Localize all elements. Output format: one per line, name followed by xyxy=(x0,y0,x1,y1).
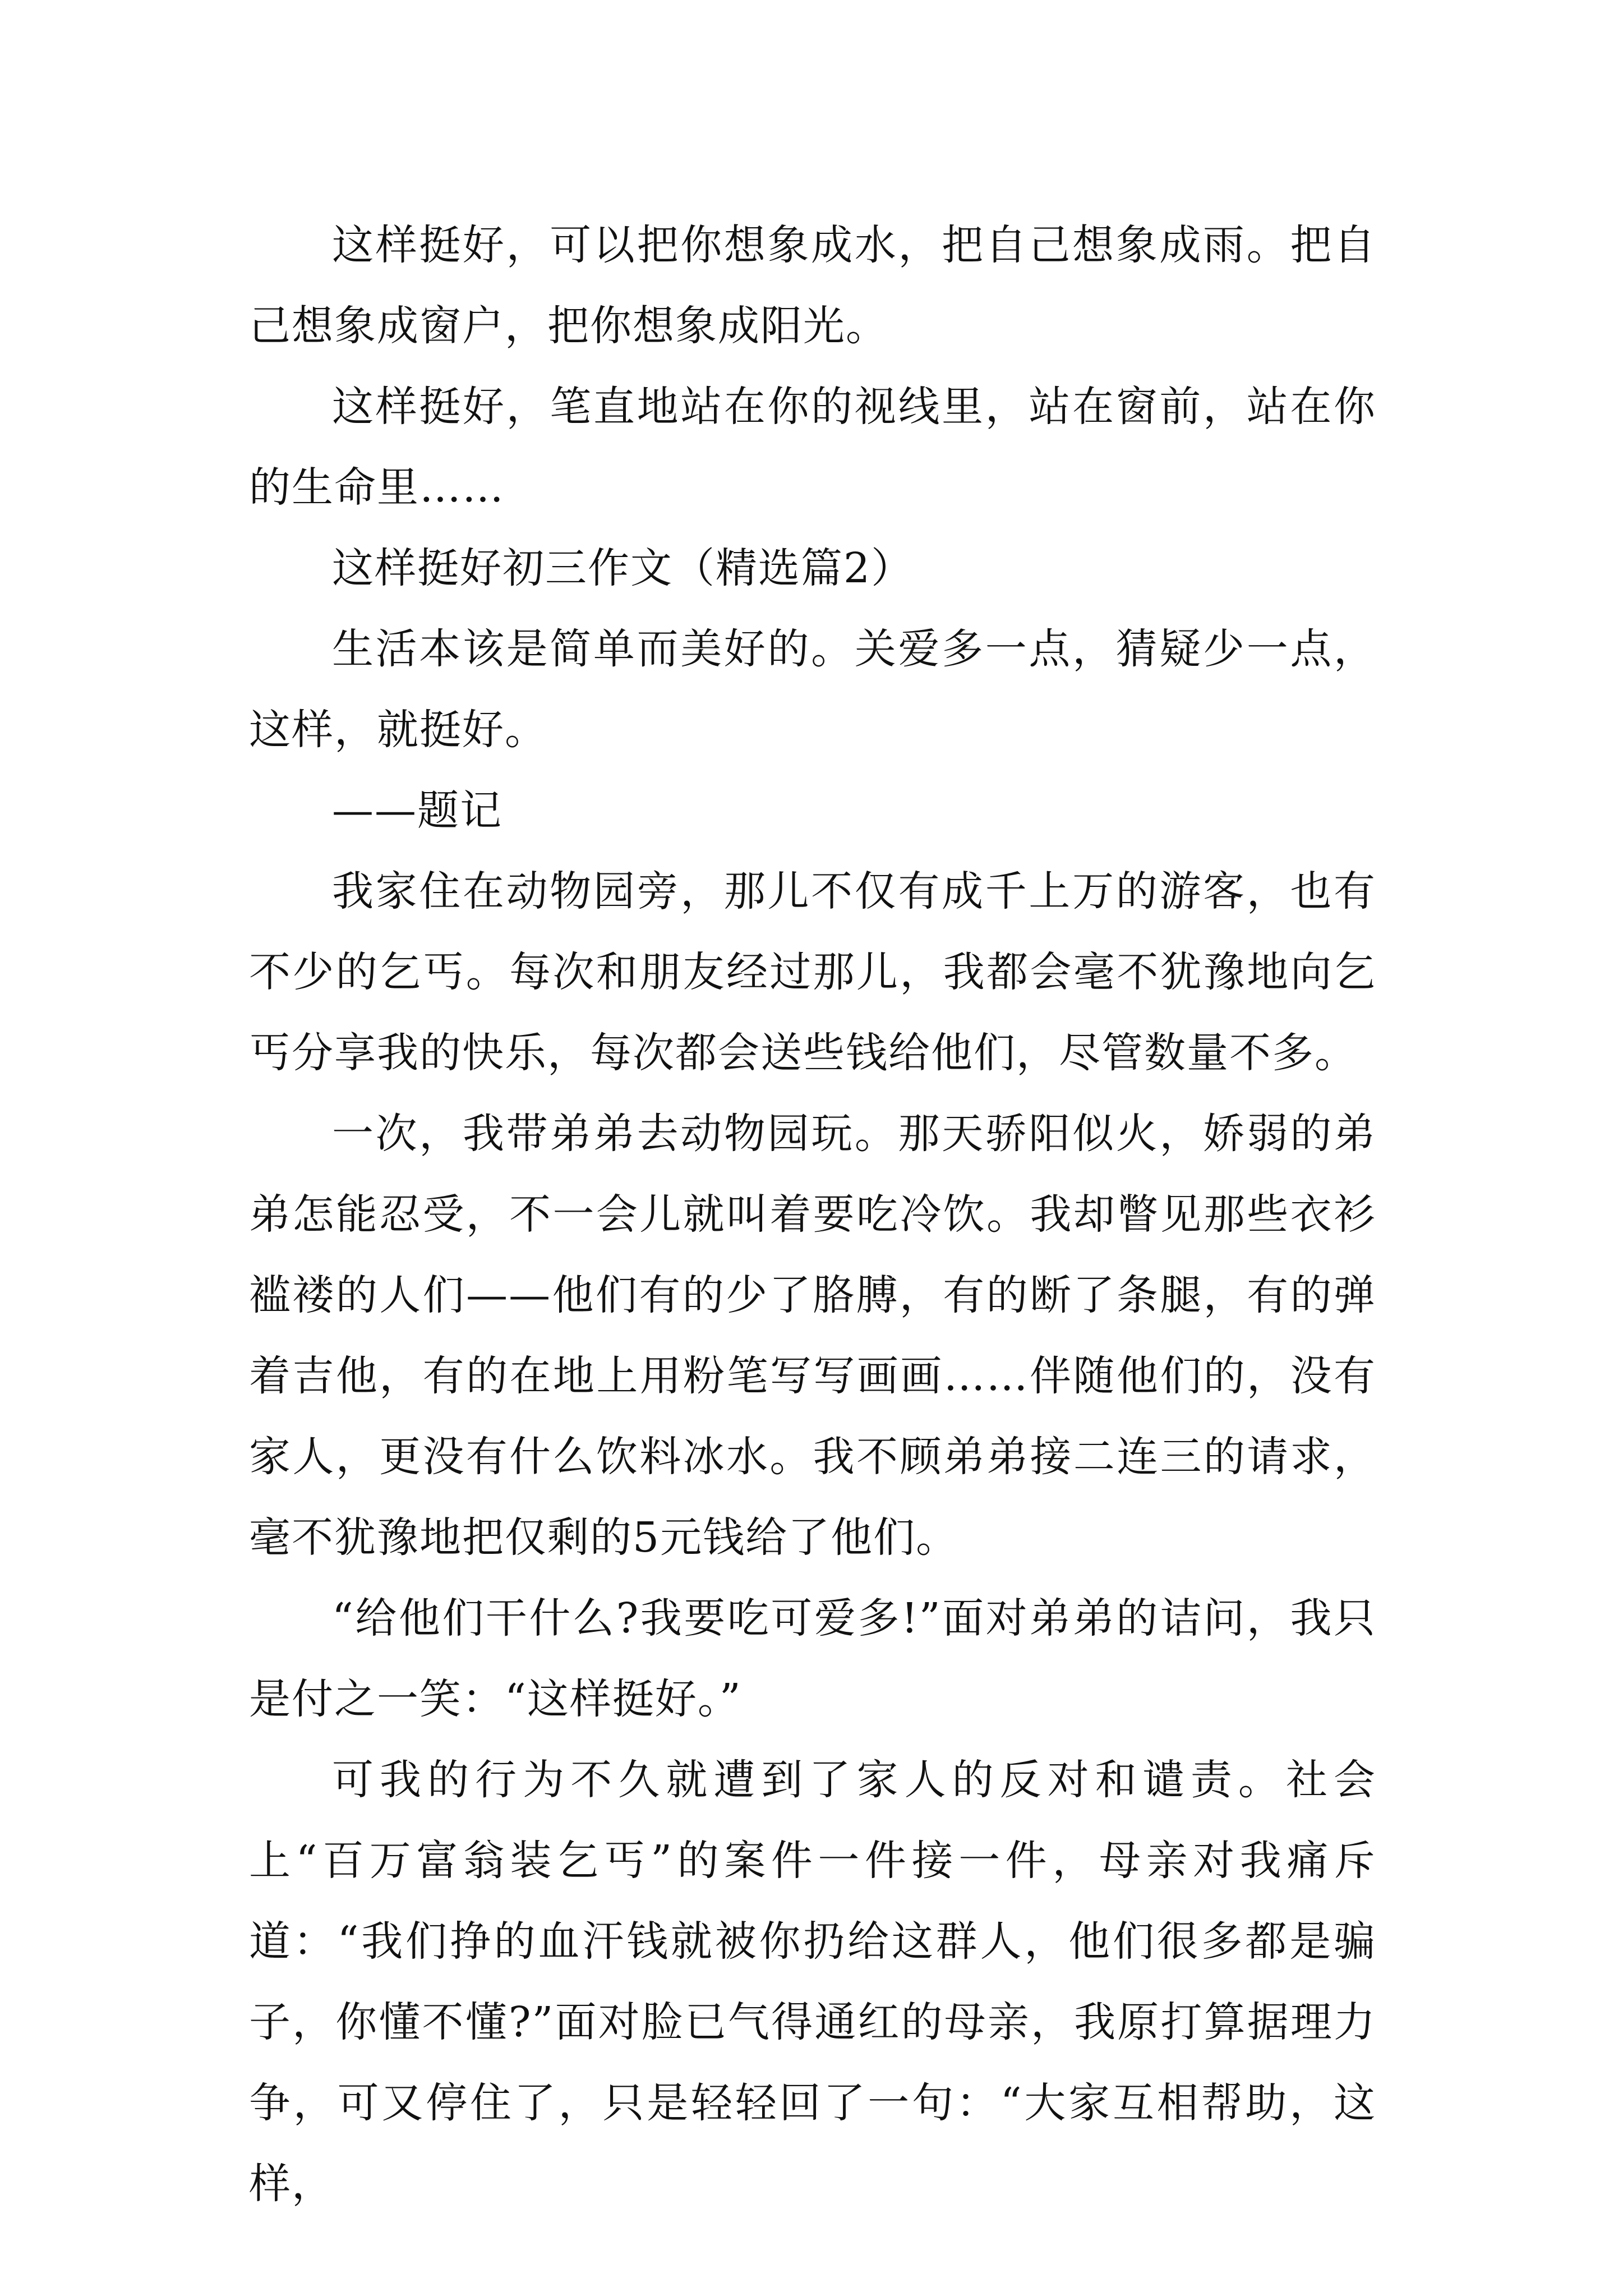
paragraph-3: 我家住在动物园旁，那儿不仅有成千上万的游客，也有不少的乞丐。每次和朋友经过那儿，我都会毫不犹豫地向乞丐分享我的快乐，每次都会送些钱给他们，尽管数量不多。 xyxy=(249,867,1376,1077)
document-body xyxy=(249,205,1376,2224)
paragraph-6: 可我的行为不久就遭到了家人的反对和谴责。社会上“百万富翁装乞丐”的案件一件接一件，母亲对我痛斥道：“我们挣的血汗钱就被你扔给这群人，他们很多都是骗子，你懂不懂?”面对脸已气得通红的母亲，我原打算据理力争，可又停住了，只是轻轻回了一句：“大家互相帮助，这样， xyxy=(249,1756,1376,2208)
paragraph-1: 这样挺好，可以把你想象成水，把自己想象成雨。把自己想象成窗户，把你想象成阳光。 xyxy=(249,221,1376,350)
section-heading: 这样挺好初三作文（精选篇2） xyxy=(332,544,914,592)
paragraph-epigraph: 生活本该是简单而美好的。关爱多一点，猜疑少一点，这样，就挺好。 xyxy=(249,625,1376,754)
paragraph-2: 这样挺好，笔直地站在你的视线里，站在窗前，站在你的生命里…… xyxy=(249,383,1376,512)
paragraph-5: “给他们干什么?我要吃可爱多!”面对弟弟的诘问，我只是付之一笑：“这样挺好。” xyxy=(249,1594,1376,1723)
epigraph-attribution: ——题记 xyxy=(332,786,502,835)
paragraph-4: 一次，我带弟弟去动物园玩。那天骄阳似火，娇弱的弟弟怎能忍受，不一会儿就叫着要吃冷饮。我却瞥见那些衣衫褴褛的人们——他们有的少了胳膊，有的断了条腿，有的弹着吉他，有的在地上用粉笔写写画画……伴随他们的，没有家人，更没有什么饮料冰水。我不顾弟弟接二连三的请求，毫不犹豫地把仅剩的5元钱给了他们。 xyxy=(249,1110,1376,1562)
